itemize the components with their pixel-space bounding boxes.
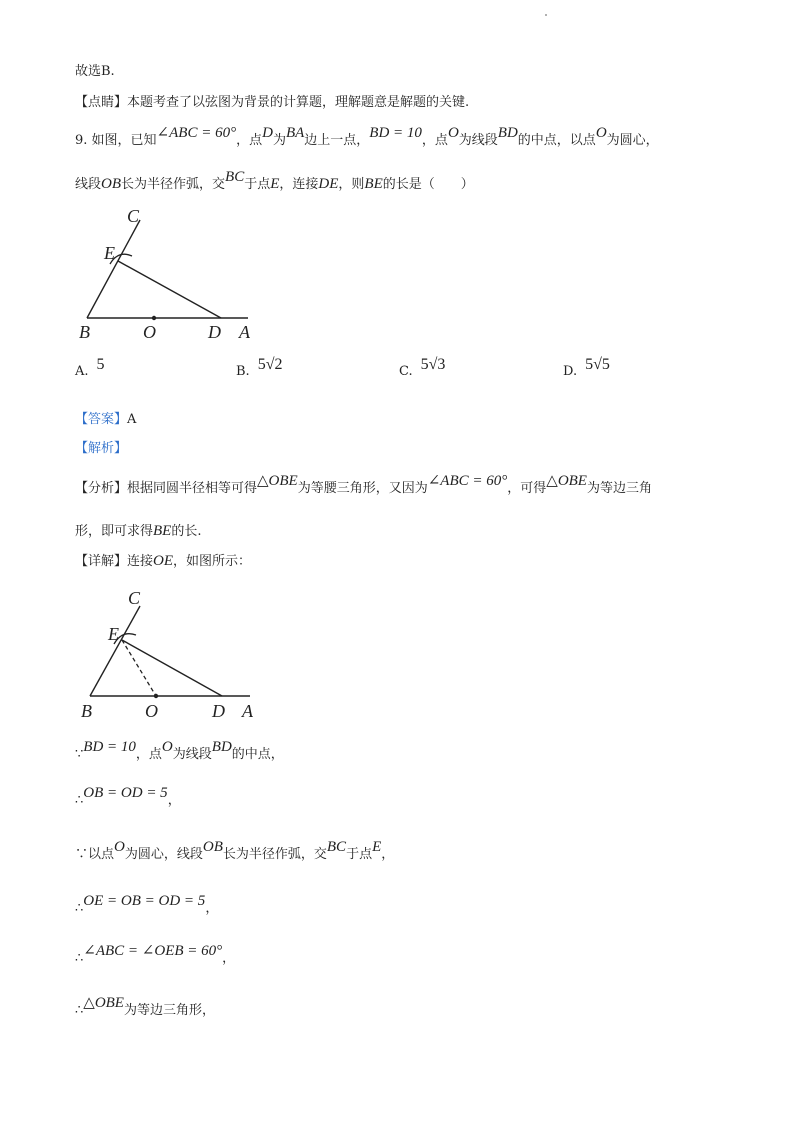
label-C: C (128, 588, 141, 608)
label-D: D (208, 322, 221, 342)
option-b: B. 5√2 (236, 356, 283, 379)
label-C: C (127, 206, 140, 226)
conclusion-line: 故选B. (75, 64, 115, 79)
segment-ED (122, 640, 222, 696)
label-B: B (79, 322, 90, 342)
step-5: ∴∠ABC = ∠OEB = 60°， (75, 943, 236, 966)
xiangjie-line: 【详解】连接OE，如图所示： (75, 553, 252, 569)
label-O: O (143, 322, 156, 342)
option-c: C. 5√3 (399, 356, 446, 379)
segment-EO-dashed (122, 640, 156, 696)
label-E: E (108, 624, 119, 644)
step-1: ∵BD = 10，点O为线段BD的中点， (75, 739, 284, 762)
step-2: ∴OB = OD = 5， (75, 785, 181, 808)
geometry-figure-1 (70, 200, 270, 350)
answer-line: 【答案】A (75, 412, 137, 427)
speck (545, 14, 547, 16)
label-B: B (81, 701, 92, 721)
note-line: 【点睛】本题考查了以弦图为背景的计算题，理解题意是解题的关键. (75, 95, 470, 110)
step-3: ∵以点O为圆心，线段OB长为半径作弧，交BC于点E， (75, 839, 395, 862)
segment-ED (118, 261, 221, 318)
geometry-figure-2 (72, 584, 272, 724)
point-O (152, 316, 156, 320)
label-A: A (239, 322, 250, 342)
fenxi-line2: 形，即可求得BE的长. (75, 523, 202, 539)
label-O: O (145, 701, 158, 721)
step-4: ∴OE = OB = OD = 5， (75, 893, 219, 916)
segment-BC (90, 606, 140, 696)
label-A: A (242, 701, 253, 721)
label-E: E (104, 243, 115, 263)
analysis-tag: 【解析】 (75, 441, 128, 456)
step-6: ∴△OBE为等边三角形， (75, 995, 215, 1018)
question-9-line2: 线段OB长为半径作弧，交BC于点E，连接DE，则BE的长是（ ） (75, 169, 474, 192)
option-a: A. 5 (75, 356, 105, 379)
option-d: D. 5√5 (563, 356, 610, 379)
label-D: D (212, 701, 225, 721)
fenxi-line1: 【分析】根据同圆半径相等可得△OBE为等腰三角形，又因为∠ABC = 60°，可得△OBE为等边三角 (75, 473, 652, 496)
point-O (154, 694, 158, 698)
question-9-line1: 9. 如图，已知∠ABC = 60°，点D为BA边上一点，BD = 10，点O为线段BD的中点，以点O为圆心， (75, 125, 659, 148)
